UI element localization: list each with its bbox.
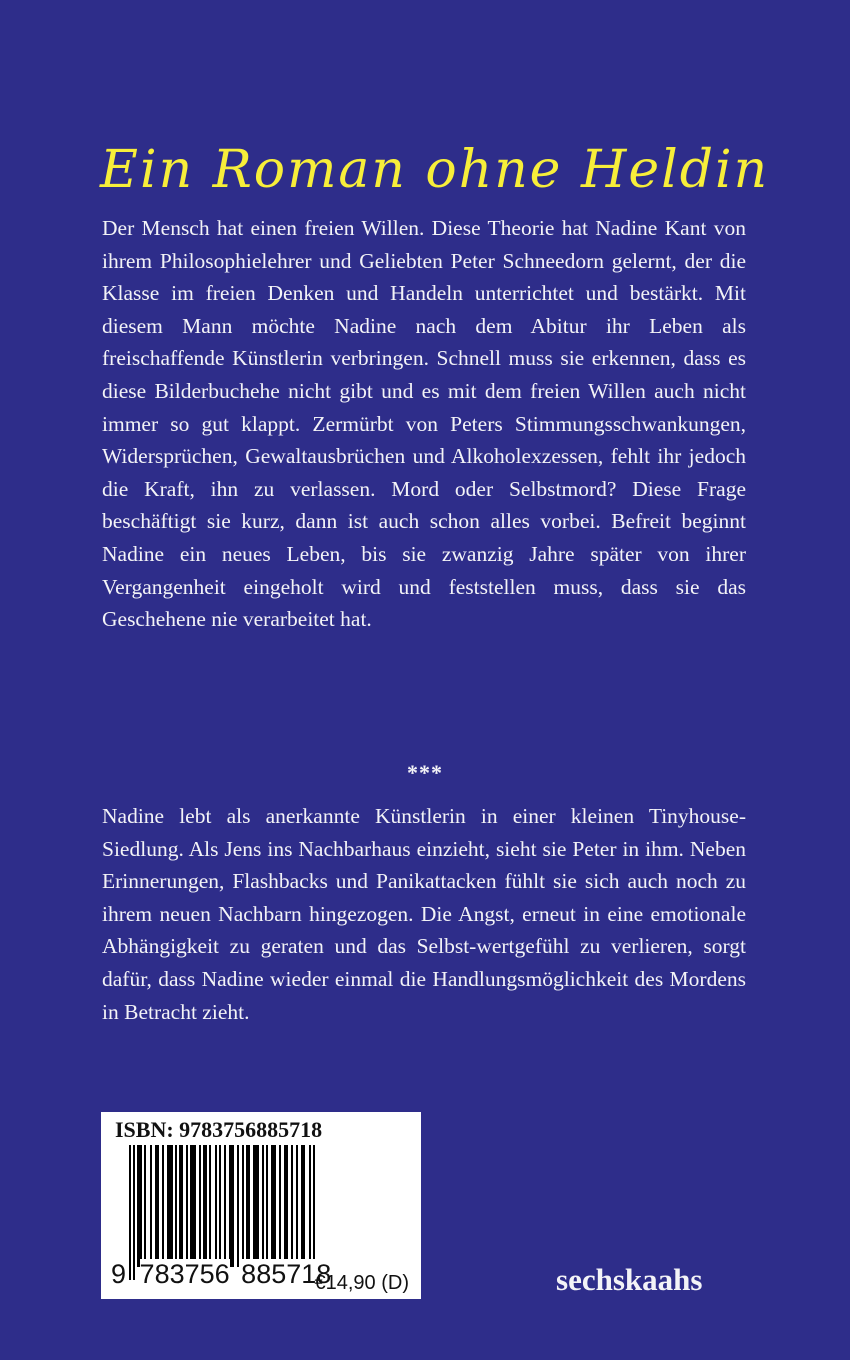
barcode-digit-group-2: 885718 bbox=[241, 1259, 332, 1289]
barcode-digit-first: 9 bbox=[111, 1259, 127, 1289]
barcode-digits bbox=[111, 1259, 331, 1290]
book-title: Ein Roman ohne Heldin bbox=[100, 140, 770, 200]
barcode-digit-group-1: 783756 bbox=[139, 1259, 230, 1289]
blurb-paragraph-1: Der Mensch hat einen freien Willen. Diese Theorie hat Nadine Kant von ihrem Philosophielehrer und Geliebten Peter Schneedorn gelernt, der die Klasse im freien Denken und Handeln unterrichtet und bestärkt. Mit diesem Mann möchte Nadine nach dem Abitur ihr Leben als freischaffende Künstlerin verbringen. Schnell muss sie erkennen, dass es diese Bilderbuchehe nicht gibt und es mit dem freien Willen auch nicht immer so gut klappt. Zermürbt von Peters Stimmungsschwankungen, Widersprüchen, Gewaltausbrüchen und Alkoholexzessen, fehlt ihr jedoch die Kraft, ihn zu verlassen. Mord oder Selbstmord? Diese Frage beschäftigt sie kurz, dann ist auch schon alles vorbei. Befreit beginnt Nadine ein neues Leben, bis sie zwanzig Jahre später von ihrer Vergangenheit eingeholt wird und feststellen muss, dass sie das Geschehene nie verarbeitet hat. bbox=[102, 216, 746, 632]
isbn-text: ISBN: 9783756885718 bbox=[115, 1117, 323, 1142]
blurb-paragraph-2: Nadine lebt als anerkannte Künstlerin in einer kleinen Tinyhouse-Siedlung. Als Jens ins Nachbarhaus einzieht, sieht sie Peter in ihm. Neben Erinnerungen, Flashbacks und Panikattacken fühlt sie sich auch noch zu ihrem neuen Nachbarn hingezogen. Die Angst, erneut in eine emotionale Abhängigkeit zu geraten und das Selbst-wertgefühl zu verlieren, sorgt dafür, dass Nadine wieder einmal die Handlungsmöglichkeit des Mordens in Betracht zieht. bbox=[102, 804, 746, 1024]
publisher-logo: sechskaahs bbox=[556, 1262, 703, 1297]
barcode-label bbox=[101, 1112, 421, 1299]
section-separator: *** bbox=[407, 760, 443, 785]
price-label: €14,90 (D) bbox=[314, 1272, 409, 1294]
